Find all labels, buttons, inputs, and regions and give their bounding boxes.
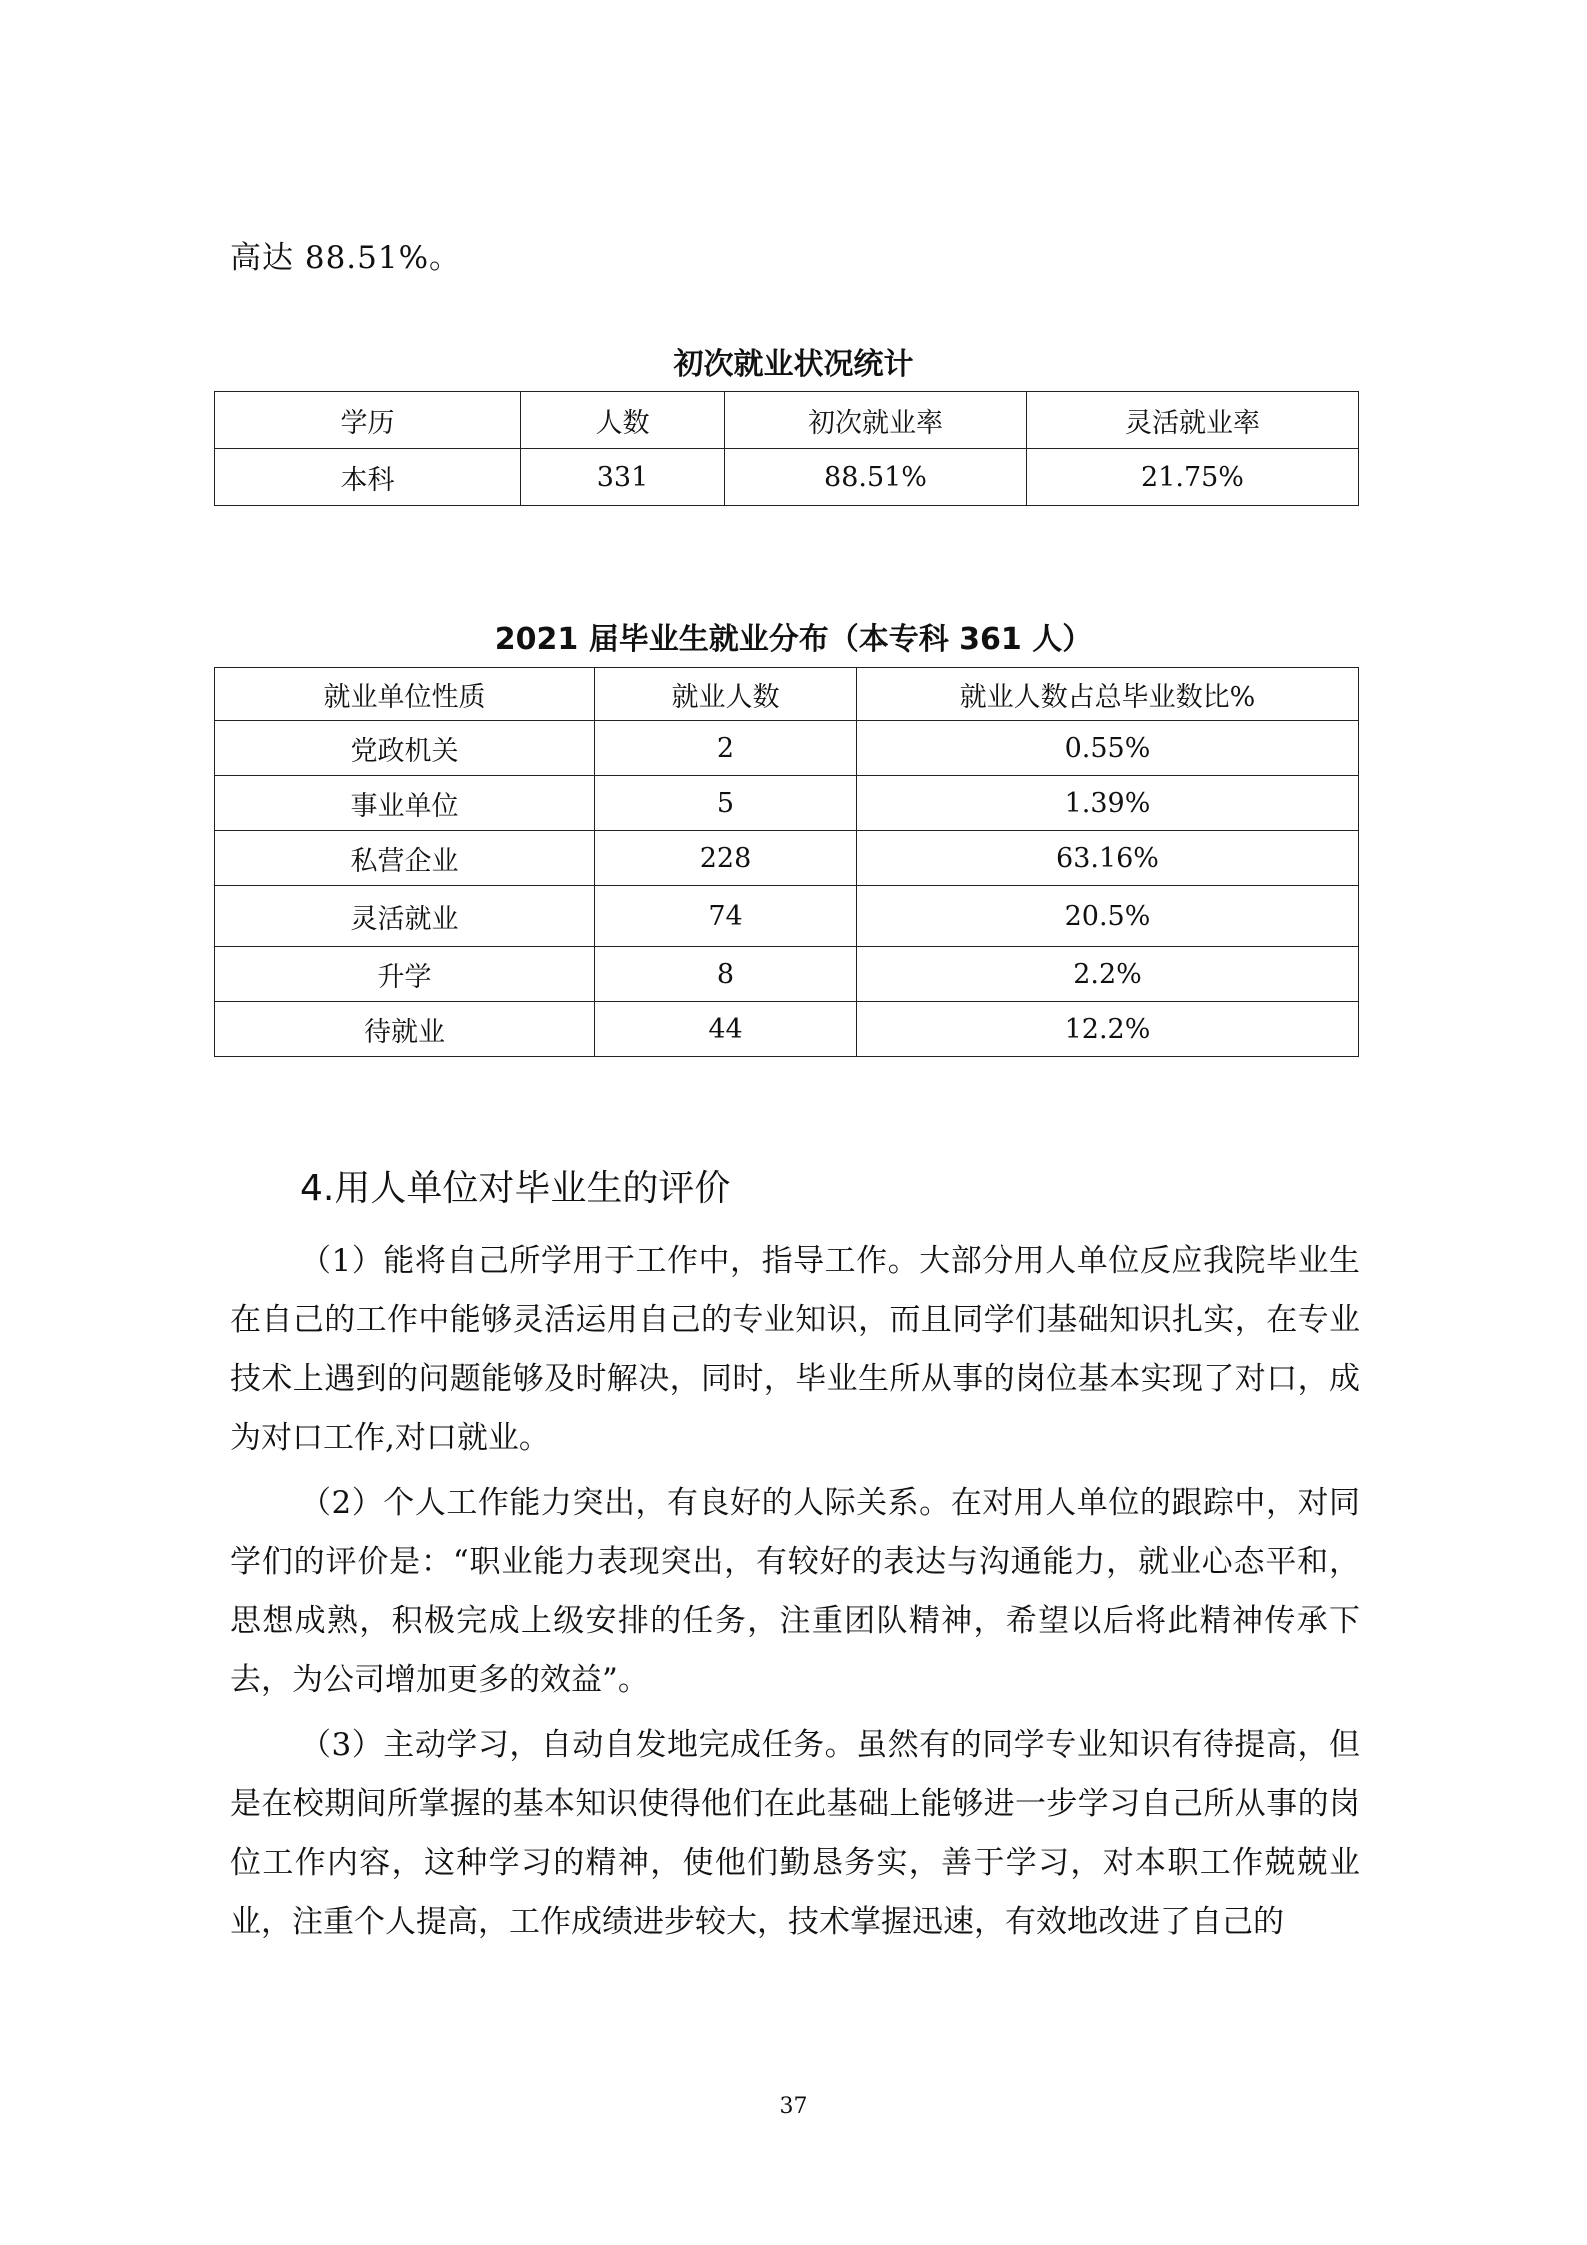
table-cell: 74 (595, 886, 857, 947)
table-cell: 灵活就业 (215, 886, 595, 947)
table-cell: 0.55% (857, 721, 1359, 776)
table-cell: 331 (521, 449, 725, 506)
header-cell: 学历 (215, 392, 521, 449)
table2-caption: 2021 届毕业生就业分布（本专科 361 人） (494, 622, 1093, 657)
table-header-row (215, 668, 1359, 721)
table-cell: 63.16% (857, 831, 1359, 886)
table-row (215, 721, 1359, 776)
section-heading: 4.用人单位对毕业生的评价 (300, 1168, 731, 1209)
header-cell: 就业人数 (595, 668, 857, 721)
table-cell: 20.5% (857, 886, 1359, 947)
table-cell: 5 (595, 776, 857, 831)
table-cell: 1.39% (857, 776, 1359, 831)
table-cell: 88.51% (725, 449, 1027, 506)
header-cell: 就业单位性质 (215, 668, 595, 721)
section-body (230, 1232, 1360, 1958)
lead-text: 高达 88.51%。 (230, 240, 462, 276)
header-cell: 灵活就业率 (1027, 392, 1359, 449)
table-cell: 升学 (215, 947, 595, 1002)
table-row (215, 886, 1359, 947)
table1-caption: 初次就业状况统计 (673, 347, 914, 382)
table-cell: 21.75% (1027, 449, 1359, 506)
table-row (215, 776, 1359, 831)
table-cell: 2.2% (857, 947, 1359, 1002)
page-number: 37 (779, 2094, 808, 2119)
header-cell: 就业人数占总毕业数比% (857, 668, 1359, 721)
table-row (215, 449, 1359, 506)
table-cell: 私营企业 (215, 831, 595, 886)
table-cell: 44 (595, 1002, 857, 1057)
table-cell: 事业单位 (215, 776, 595, 831)
table-cell: 228 (595, 831, 857, 886)
table-row (215, 947, 1359, 1002)
paragraph: （3）主动学习，自动自发地完成任务。虽然有的同学专业知识有待提高，但是在校期间所掌握的基本知识使得他们在此基础上能够进一步学习自己所从事的岗位工作内容，这种学习的精神，使他们勤恳务实，善于学习，对本职工作兢兢业业，注重个人提高，工作成绩进步较大，技术掌握迅速，有效地改进了自己的 (230, 1727, 1360, 1940)
table-row (215, 1002, 1359, 1057)
header-cell: 初次就业率 (725, 392, 1027, 449)
table-header-row (215, 392, 1359, 449)
table-cell: 8 (595, 947, 857, 1002)
table-cell: 本科 (215, 449, 521, 506)
table-cell: 党政机关 (215, 721, 595, 776)
employment-distribution-table (214, 667, 1359, 1057)
paragraph: （2）个人工作能力突出，有良好的人际关系。在对用人单位的跟踪中，对同学们的评价是：“职业能力表现突出，有较好的表达与沟通能力，就业心态平和，思想成熟，积极完成上级安排的任务，注重团队精神，希望以后将此精神传承下去，为公司增加更多的效益”。 (230, 1485, 1360, 1698)
paragraph: （1）能将自己所学用于工作中，指导工作。大部分用人单位反应我院毕业生在自己的工作中能够灵活运用自己的专业知识，而且同学们基础知识扎实，在专业技术上遇到的问题能够及时解决，同时，毕业生所从事的岗位基本实现了对口，成为对口工作,对口就业。 (230, 1243, 1360, 1456)
table-cell: 12.2% (857, 1002, 1359, 1057)
table-cell: 待就业 (215, 1002, 595, 1057)
employment-status-table (214, 391, 1359, 506)
header-cell: 人数 (521, 392, 725, 449)
table-cell: 2 (595, 721, 857, 776)
table-row (215, 831, 1359, 886)
